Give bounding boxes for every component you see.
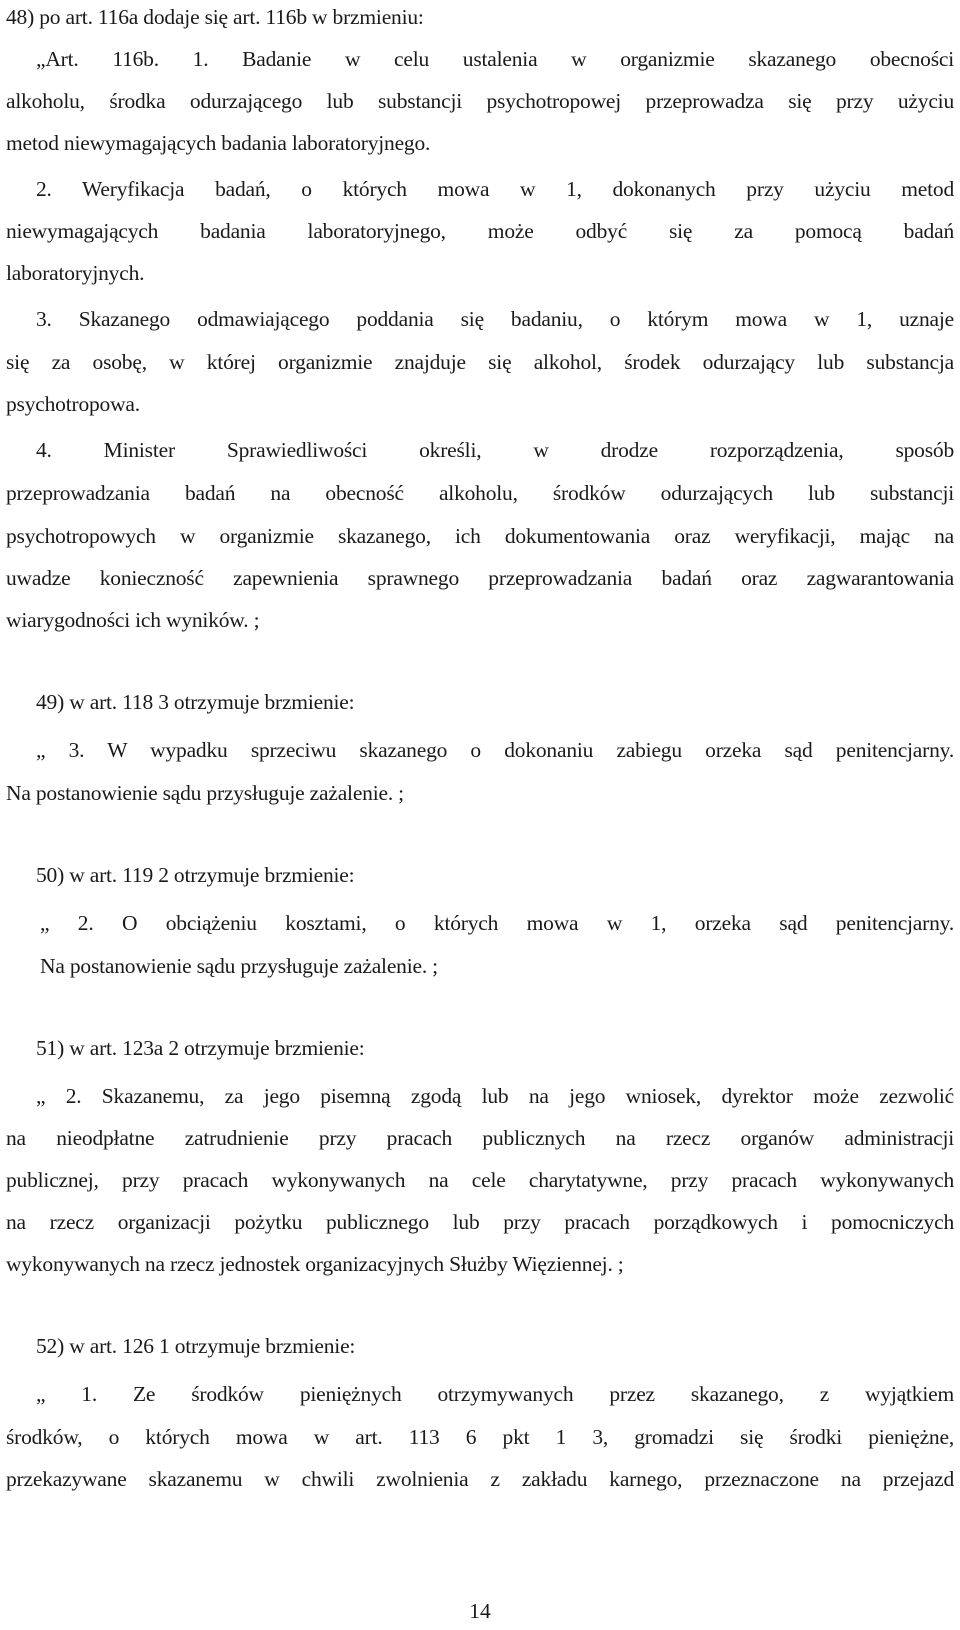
text-line: Na postanowienie sądu przysługuje zażalenie. ; bbox=[6, 781, 404, 805]
text-line: „ 1. Ze środków pieniężnych otrzymywanych przez skazanego, z wyjątkiem bbox=[36, 1382, 954, 1406]
text-line: się za osobę, w której organizmie znajduje się alkohol, środek odurzający lub substancja bbox=[6, 350, 954, 374]
document-page bbox=[6, 0, 954, 1630]
text-line: psychotropowa. bbox=[6, 392, 140, 416]
text-line: metod niewymagających badania laboratoryjnego. bbox=[6, 131, 431, 155]
text-line: „ 2. Skazanemu, za jego pisemną zgodą lub na jego wniosek, dyrektor może zezwolić bbox=[36, 1084, 954, 1108]
text-line: wykonywanych na rzecz jednostek organizacyjnych Służby Więziennej. ; bbox=[6, 1252, 624, 1276]
text-line: środków, o których mowa w art. 113 6 pkt 1 3, gromadzi się środki pieniężne, bbox=[6, 1425, 954, 1449]
page-number: 14 bbox=[469, 1599, 491, 1623]
text-line: przeprowadzania badań na obecność alkoholu, środków odurzających lub substancji bbox=[6, 481, 954, 505]
text-line: publicznej, przy pracach wykonywanych na cele charytatywne, przy pracach wykonywanych bbox=[6, 1168, 954, 1192]
text-line: „ 2. O obciążeniu kosztami, o których mowa w 1, orzeka sąd penitencjarny. bbox=[40, 911, 954, 935]
text-line: przekazywane skazanemu w chwili zwolnienia z zakładu karnego, przeznaczone na przejazd bbox=[6, 1467, 954, 1491]
text-line: uwadze konieczność zapewnienia sprawnego przeprowadzania badań oraz zagwarantowania bbox=[6, 566, 954, 590]
text-line: laboratoryjnych. bbox=[6, 261, 145, 285]
text-line: 48) po art. 116a dodaje się art. 116b w brzmieniu: bbox=[6, 5, 424, 29]
amendment-heading: 51) w art. 123a 2 otrzymuje brzmienie: bbox=[36, 1036, 365, 1060]
amendment-heading: 50) w art. 119 2 otrzymuje brzmienie: bbox=[36, 863, 355, 887]
amendment-heading: 52) w art. 126 1 otrzymuje brzmienie: bbox=[36, 1334, 356, 1358]
text-line: Na postanowienie sądu przysługuje zażalenie. ; bbox=[40, 954, 438, 978]
text-line: na rzecz organizacji pożytku publicznego lub przy pracach porządkowych i pomocniczych bbox=[6, 1210, 954, 1234]
text-line: alkoholu, środka odurzającego lub substancji psychotropowej przeprowadza się przy użyciu bbox=[6, 89, 954, 113]
text-line: „ 3. W wypadku sprzeciwu skazanego o dokonaniu zabiegu orzeka sąd penitencjarny. bbox=[36, 738, 954, 762]
amendment-heading: 49) w art. 118 3 otrzymuje brzmienie: bbox=[36, 690, 355, 714]
text-line: „Art. 116b. 1. Badanie w celu ustalenia w organizmie skazanego obecności bbox=[36, 47, 954, 71]
text-line: psychotropowych w organizmie skazanego, ich dokumentowania oraz weryfikacji, mając na bbox=[6, 524, 954, 548]
text-line: 2. Weryfikacja badań, o których mowa w 1, dokonanych przy użyciu metod bbox=[36, 177, 954, 201]
text-line: 3. Skazanego odmawiającego poddania się badaniu, o którym mowa w 1, uznaje bbox=[36, 307, 954, 331]
text-line: na nieodpłatne zatrudnienie przy pracach publicznych na rzecz organów administracji bbox=[6, 1126, 954, 1150]
text-line: wiarygodności ich wyników. ; bbox=[6, 608, 260, 632]
text-line: 4. Minister Sprawiedliwości określi, w drodze rozporządzenia, sposób bbox=[36, 438, 954, 462]
text-line: niewymagających badania laboratoryjnego, może odbyć się za pomocą badań bbox=[6, 219, 954, 243]
